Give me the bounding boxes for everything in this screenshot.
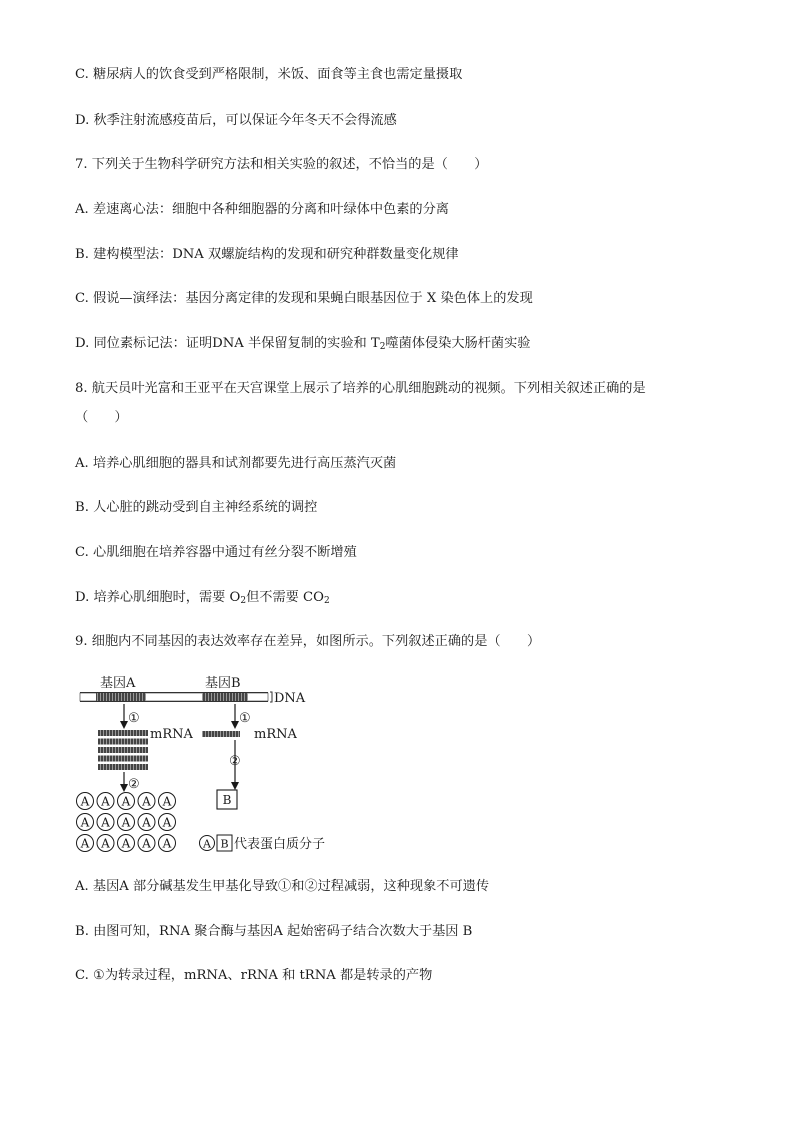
protein-a-letter: A: [80, 836, 90, 851]
q7-stem: 7. 下列关于生物科学研究方法和相关实验的叙述，不恰当的是（ ）: [75, 157, 488, 172]
protein-a-letter: A: [80, 794, 90, 809]
legend-protein-a-letter: A: [203, 837, 211, 851]
mrna-a-strand: [98, 739, 148, 745]
subscript: 2: [379, 342, 386, 352]
mrna-a-strand: [98, 764, 148, 770]
protein-a-letter: A: [121, 836, 131, 851]
protein-a-letter: A: [80, 815, 90, 830]
q8-option-a: A. 培养心肌细胞的器具和试剂都要先进行高压蒸汽灭菌: [75, 456, 397, 471]
protein-a-grid: [77, 793, 176, 852]
subscript: 2: [323, 596, 330, 606]
protein-a-letter: A: [142, 815, 151, 830]
q7-option-d: [75, 335, 530, 353]
mrna-a-strand: [98, 747, 148, 753]
protein-a-letter: A: [142, 794, 151, 809]
q8-option-d: [75, 589, 330, 607]
q6-option-d: D. 秋季注射流感疫苗后，可以保证今年冬天不会得流感: [75, 113, 397, 128]
gene-b-label: 基因B: [205, 676, 241, 691]
mrna-stack-a: [98, 730, 148, 770]
mrna-a-strand: [98, 730, 148, 736]
q7-option-d-text: D. 同位素标记法：证明DNA 半保留复制的实验和 T: [75, 336, 380, 351]
mrna-b: [202, 731, 240, 737]
q7-option-c: C. 假说—演绎法：基因分离定律的发现和果蝇白眼基因位于 X 染色体上的发现: [75, 291, 533, 306]
protein-a-letter: A: [142, 836, 151, 851]
step-1-marker-b: ①: [239, 711, 251, 726]
q7-option-b: B. 建构模型法：DNA 双螺旋结构的发现和研究种群数量变化规律: [75, 247, 459, 262]
protein-b-letter: B: [222, 793, 232, 807]
protein-a-letter: A: [162, 815, 172, 830]
gene-expression-diagram: [72, 672, 362, 860]
mrna-label-a: mRNA: [150, 727, 193, 742]
legend-text: 代表蛋白质分子: [234, 837, 326, 852]
q9-stem: 9. 细胞内不同基因的表达效率存在差异，如图所示。下列叙述正确的是（ ）: [75, 634, 541, 649]
q7-option-d-text-end: 噬菌体侵染大肠杆菌实验: [385, 336, 531, 351]
q8-stem: 8. 航天员叶光富和王亚平在天宫课堂上展示了培养的心肌细胞跳动的视频。下列相关叙述正确的是: [75, 381, 646, 396]
subscript: 2: [240, 596, 247, 606]
q8-stem-paren: （ ）: [75, 410, 128, 425]
step-2-marker-a: ②: [128, 777, 140, 792]
protein-a-letter: A: [162, 794, 172, 809]
q8-option-c: C. 心肌细胞在培养容器中通过有丝分裂不断增殖: [75, 545, 357, 560]
protein-a-letter: A: [101, 815, 110, 830]
dna-label: DNA: [274, 691, 306, 706]
q9-option-a: A. 基因A 部分碱基发生甲基化导致①和②过程减弱，这种现象不可遗传: [75, 879, 490, 894]
protein-a-letter: A: [101, 836, 110, 851]
q9-option-c: C. ①为转录过程，mRNA、rRNA 和 tRNA 都是转录的产物: [75, 968, 433, 983]
step-1-marker-a: ①: [128, 711, 140, 726]
gene-b-segment: [202, 693, 248, 701]
gene-a-label: 基因A: [100, 676, 136, 691]
q7-option-a: A. 差速离心法：细胞中各种细胞器的分离和叶绿体中色素的分离: [75, 202, 449, 217]
protein-a-letter: A: [101, 794, 110, 809]
legend: [200, 835, 326, 852]
mrna-a-strand: [98, 756, 148, 762]
q8-option-d-text-mid: 但不需要 CO: [246, 590, 324, 605]
q8-option-d-text: D. 培养心肌细胞时，需要 O: [75, 590, 241, 605]
q6-option-c: C. 糖尿病人的饮食受到严格限制，米饭、面食等主食也需定量摄取: [75, 67, 463, 82]
step-2-marker-b: ②: [229, 754, 241, 769]
dna-strand: [80, 692, 272, 702]
mrna-label-b: mRNA: [254, 727, 297, 742]
protein-a-letter: A: [162, 836, 172, 851]
legend-protein-b-letter: B: [220, 837, 229, 851]
q8-option-b: B. 人心脏的跳动受到自主神经系统的调控: [75, 500, 318, 515]
protein-a-letter: A: [121, 794, 131, 809]
q9-option-b: B. 由图可知，RNA 聚合酶与基因A 起始密码子结合次数大于基因 B: [75, 924, 473, 939]
gene-a-segment: [96, 693, 146, 701]
protein-a-letter: A: [121, 815, 131, 830]
